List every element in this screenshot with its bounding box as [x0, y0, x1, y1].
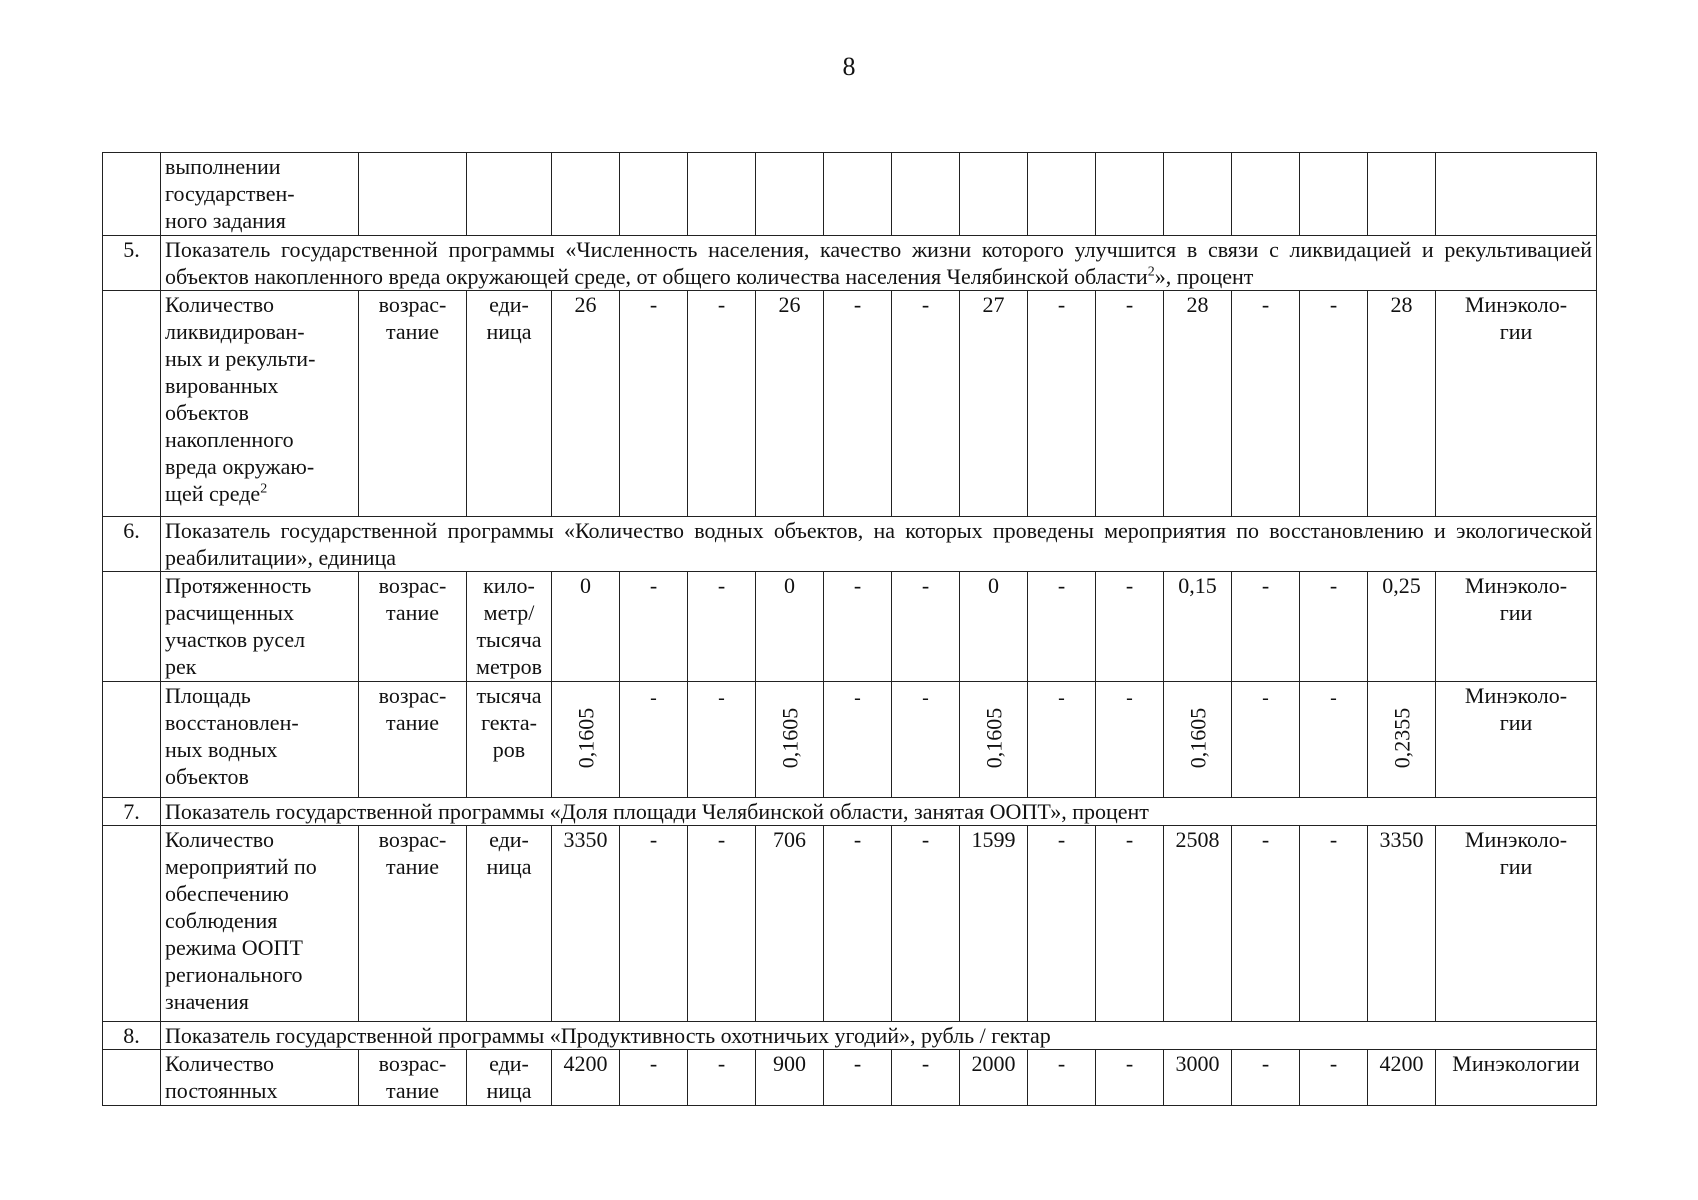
value-text: 3350: [563, 827, 608, 852]
value-dash: -: [853, 827, 862, 852]
empty-cell: [756, 153, 824, 236]
value-text: 1599: [971, 827, 1016, 852]
value-text: 4200: [563, 1051, 608, 1076]
indicator-name: [161, 682, 359, 798]
value-dash: -: [1057, 827, 1066, 852]
value-text: 2508: [1175, 827, 1220, 852]
unit-value: еди- ница: [486, 292, 532, 344]
empty-cell: [824, 153, 892, 236]
indicator-name-line: регионального: [165, 962, 303, 987]
empty-cell: [688, 153, 756, 236]
section-title: [161, 798, 1597, 826]
indicator-name-line: восстановлен-: [165, 710, 299, 735]
value-cell: [1300, 291, 1368, 517]
value-text: 0: [580, 573, 591, 598]
section-header-row: [103, 517, 1597, 572]
section-number-text: 6.: [123, 518, 140, 543]
responsible-agency: Минэкологии: [1452, 1051, 1580, 1076]
value-cell: [1164, 826, 1232, 1022]
section-number: [103, 517, 161, 572]
value-dash: -: [1261, 573, 1270, 598]
value-cell: [620, 291, 688, 517]
indicator-name-line: ных и рекульти-: [165, 346, 316, 371]
indicators-table: [102, 152, 1597, 1106]
indicator-name-line: Площадь: [165, 683, 251, 708]
empty-cell: [552, 153, 620, 236]
value-cell: [1096, 1050, 1164, 1106]
value-dash: -: [1262, 687, 1269, 709]
indicator-name-line: Протяженность: [165, 573, 312, 598]
value-cell: [552, 572, 620, 682]
section-title: [161, 236, 1597, 291]
table-row: [103, 826, 1597, 1022]
value-dash: -: [1058, 687, 1065, 709]
value-cell: [756, 572, 824, 682]
value-cell: [1096, 826, 1164, 1022]
table-row: [103, 291, 1597, 517]
value-text: 2000: [971, 1051, 1016, 1076]
value-dash: -: [1125, 292, 1134, 317]
value-dash: -: [853, 573, 862, 598]
empty-cell: [1164, 153, 1232, 236]
unit-cell: [467, 826, 552, 1022]
indicator-name-line: значения: [165, 989, 249, 1014]
agency-cell: [1436, 682, 1597, 798]
value-cell: [756, 682, 824, 798]
unit-cell: [467, 682, 552, 798]
value-cell: [756, 291, 824, 517]
unit-value: еди- ница: [486, 827, 532, 879]
value-dash: -: [1057, 292, 1066, 317]
value-cell: [688, 682, 756, 798]
value-cell: [1232, 572, 1300, 682]
value-cell: [1368, 572, 1436, 682]
value-cell: [1232, 682, 1300, 798]
value-dash: -: [853, 292, 862, 317]
value-cell: [1028, 291, 1096, 517]
value-dash: -: [1057, 1051, 1066, 1076]
value-dash: -: [921, 827, 930, 852]
indicator-name-line: объектов: [165, 764, 249, 789]
section-title: [161, 517, 1597, 572]
value-cell: [960, 682, 1028, 798]
agency-cell: [1436, 826, 1597, 1022]
value-dash: -: [649, 1051, 658, 1076]
section-number-text: 7.: [123, 799, 140, 824]
value-cell: [1164, 572, 1232, 682]
section-title: [161, 1022, 1597, 1050]
value-cell: [960, 291, 1028, 517]
indicator-name-line: ных водных: [165, 737, 278, 762]
unit-value: тысяча гекта- ров: [476, 683, 542, 762]
indicator-name-line: мероприятий по: [165, 854, 317, 879]
unit-cell: [467, 1050, 552, 1106]
indicator-name-line: Количество: [165, 1051, 275, 1076]
responsible-agency: Минэколо- гии: [1464, 827, 1568, 879]
table-row: [103, 572, 1597, 682]
value-text: 900: [773, 1051, 806, 1076]
value-dash: -: [1329, 1051, 1338, 1076]
section-title-text: Показатель государственной программы «Численность населения, качество жизни которого улучшится в связи с ликвидацией и рекультивацией объектов накопленного вреда окружающей среде, от общего количества населения Челябинской области: [165, 237, 1592, 289]
indicator-name: [161, 153, 359, 236]
indicator-name-line: вреда окружаю-: [165, 454, 315, 479]
value-cell: [1028, 572, 1096, 682]
value-dash: -: [717, 573, 726, 598]
value-cell: [1300, 1050, 1368, 1106]
value-dash: -: [718, 687, 725, 709]
trend-value: возрас- тание: [378, 683, 447, 735]
section-number: [103, 1022, 161, 1050]
empty-cell: [1096, 153, 1164, 236]
indicator-name-line: Количество: [165, 292, 275, 317]
value-dash: -: [853, 1051, 862, 1076]
value-cell: [1096, 572, 1164, 682]
value-dash: -: [650, 687, 657, 709]
indicator-name-line: участков русел: [165, 627, 306, 652]
value-cell: [1164, 291, 1232, 517]
indicator-name-line: объектов: [165, 400, 249, 425]
agency-cell: [1436, 1050, 1597, 1106]
empty-cell: [1436, 153, 1597, 236]
value-text: 26: [574, 292, 597, 317]
indicator-name-line: государствен-: [165, 181, 295, 206]
empty-cell: [1232, 153, 1300, 236]
value-text: 0: [988, 573, 999, 598]
value-cell: [552, 682, 620, 798]
section-header-row: [103, 1022, 1597, 1050]
value-cell: [1232, 291, 1300, 517]
value-dash: -: [1329, 292, 1338, 317]
value-cell: [892, 291, 960, 517]
value-text: 0: [784, 573, 795, 598]
value-dash: -: [649, 827, 658, 852]
trend-value: возрас- тание: [378, 1051, 447, 1103]
responsible-agency: Минэколо- гии: [1464, 683, 1568, 735]
indicator-name-line: рек: [165, 654, 197, 679]
value-cell: [824, 291, 892, 517]
value-dash: -: [921, 1051, 930, 1076]
value-text: 4200: [1379, 1051, 1424, 1076]
table-row: [103, 153, 1597, 236]
section-number: [103, 236, 161, 291]
value-cell: [1028, 826, 1096, 1022]
value-cell: [824, 682, 892, 798]
value-cell: [1028, 682, 1096, 798]
value-cell: [824, 826, 892, 1022]
value-dash: -: [1125, 573, 1134, 598]
value-cell: [824, 572, 892, 682]
empty-cell: [960, 153, 1028, 236]
indicator-name-line: расчищенных: [165, 600, 294, 625]
section-number-text: 8.: [123, 1023, 140, 1048]
indicator-name-line: щей среде: [165, 481, 261, 506]
indicator-name-line: выполнении: [165, 154, 281, 179]
value-cell: [960, 572, 1028, 682]
row-number: [103, 1050, 161, 1106]
agency-cell: [1436, 291, 1597, 517]
value-dash: -: [1261, 1051, 1270, 1076]
row-number: [103, 291, 161, 517]
value-cell: [688, 572, 756, 682]
value-dash: -: [854, 687, 861, 709]
indicator-name-line: обеспечению: [165, 881, 289, 906]
indicator-name-line: вированных: [165, 373, 279, 398]
value-cell: [960, 1050, 1028, 1106]
value-text: 3000: [1175, 1051, 1220, 1076]
indicator-name-line: ликвидирован-: [165, 319, 305, 344]
value-cell: [892, 682, 960, 798]
value-cell: [552, 826, 620, 1022]
value-cell: [688, 291, 756, 517]
empty-cell: [467, 153, 552, 236]
row-number: [103, 826, 161, 1022]
value-cell: [1096, 682, 1164, 798]
value-dash: -: [1329, 827, 1338, 852]
value-dash: -: [922, 687, 929, 709]
section-header-row: [103, 236, 1597, 291]
trend-value: возрас- тание: [378, 827, 447, 879]
indicator-name: [161, 826, 359, 1022]
value-dash: -: [1057, 573, 1066, 598]
value-cell: [552, 291, 620, 517]
value-text: 26: [778, 292, 801, 317]
row-number: [103, 572, 161, 682]
value-cell: [1028, 1050, 1096, 1106]
trend-cell: [359, 572, 467, 682]
empty-cell: [359, 153, 467, 236]
value-dash: -: [649, 573, 658, 598]
value-text: 706: [773, 827, 806, 852]
value-text: 3350: [1379, 827, 1424, 852]
value-cell: [824, 1050, 892, 1106]
value-cell: [688, 826, 756, 1022]
value-text: 0,25: [1382, 573, 1421, 598]
section-number: [103, 798, 161, 826]
trend-value: возрас- тание: [378, 292, 447, 344]
table-row: [103, 1050, 1597, 1106]
row-number: [103, 153, 161, 236]
row-number: [103, 682, 161, 798]
indicator-name-line: режима ООПТ: [165, 935, 303, 960]
indicator-name-line: Количество: [165, 827, 275, 852]
indicator-name: [161, 1050, 359, 1106]
value-cell: [620, 826, 688, 1022]
value-cell: [1300, 682, 1368, 798]
value-text: 0,1605: [981, 707, 1006, 769]
section-title-text: Показатель государственной программы «Количество водных объектов, на которых проведены мероприятия по восстановлению и экологической реабилитации», единица: [165, 518, 1592, 570]
indicator-name: [161, 291, 359, 517]
value-dash: -: [1125, 1051, 1134, 1076]
value-cell: [756, 1050, 824, 1106]
value-cell: [1368, 291, 1436, 517]
section-title-text: Показатель государственной программы «Доля площади Челябинской области, занятая ООПТ», процент: [165, 799, 1149, 824]
value-cell: [1368, 826, 1436, 1022]
section-title-text: Показатель государственной программы «Продуктивность охотничьих угодий», рубль / гектар: [165, 1023, 1051, 1048]
empty-cell: [620, 153, 688, 236]
indicator-name-line: накопленного: [165, 427, 294, 452]
value-text: 0,2355: [1389, 707, 1414, 769]
value-cell: [892, 1050, 960, 1106]
footnote-marker: 2: [260, 481, 268, 497]
value-cell: [1164, 682, 1232, 798]
value-text: 0,15: [1178, 573, 1217, 598]
responsible-agency: Минэколо- гии: [1464, 573, 1568, 625]
value-dash: -: [717, 292, 726, 317]
value-dash: -: [1261, 827, 1270, 852]
indicator-name-line: постоянных: [165, 1078, 278, 1103]
unit-cell: [467, 572, 552, 682]
value-text: 0,1605: [777, 707, 802, 769]
value-cell: [1232, 1050, 1300, 1106]
responsible-agency: Минэколо- гии: [1464, 292, 1568, 344]
value-text: 0,1605: [1185, 707, 1210, 769]
value-dash: -: [921, 292, 930, 317]
trend-cell: [359, 826, 467, 1022]
trend-cell: [359, 291, 467, 517]
value-cell: [1232, 826, 1300, 1022]
section-title-tail: », процент: [1154, 264, 1254, 289]
value-cell: [892, 826, 960, 1022]
agency-cell: [1436, 572, 1597, 682]
value-cell: [552, 1050, 620, 1106]
value-cell: [1164, 1050, 1232, 1106]
indicator-name: [161, 572, 359, 682]
footnote-marker: 2: [1147, 264, 1155, 280]
value-dash: -: [1330, 687, 1337, 709]
value-cell: [1300, 826, 1368, 1022]
value-text: 28: [1186, 292, 1209, 317]
value-cell: [1096, 291, 1164, 517]
value-dash: -: [649, 292, 658, 317]
empty-cell: [1300, 153, 1368, 236]
value-cell: [620, 572, 688, 682]
value-dash: -: [1329, 573, 1338, 598]
value-cell: [1368, 682, 1436, 798]
table-row: [103, 682, 1597, 798]
unit-value: еди- ница: [486, 1051, 532, 1103]
page-number: 8: [842, 52, 856, 81]
empty-cell: [892, 153, 960, 236]
trend-value: возрас- тание: [378, 573, 447, 625]
value-text: 28: [1390, 292, 1413, 317]
value-cell: [892, 572, 960, 682]
trend-cell: [359, 1050, 467, 1106]
value-cell: [960, 826, 1028, 1022]
section-header-row: [103, 798, 1597, 826]
value-dash: -: [717, 827, 726, 852]
value-cell: [620, 1050, 688, 1106]
indicator-name-line: соблюдения: [165, 908, 278, 933]
value-text: 27: [982, 292, 1005, 317]
indicator-name-line: ного задания: [165, 208, 286, 233]
empty-cell: [1028, 153, 1096, 236]
trend-cell: [359, 682, 467, 798]
value-dash: -: [1261, 292, 1270, 317]
value-cell: [756, 826, 824, 1022]
value-text: 0,1605: [573, 707, 598, 769]
section-number-text: 5.: [123, 237, 140, 262]
value-cell: [1368, 1050, 1436, 1106]
value-dash: -: [717, 1051, 726, 1076]
empty-cell: [1368, 153, 1436, 236]
value-dash: -: [1125, 827, 1134, 852]
value-cell: [1300, 572, 1368, 682]
unit-value: кило- метр/ тысяча метров: [476, 573, 542, 679]
unit-cell: [467, 291, 552, 517]
value-dash: -: [1126, 687, 1133, 709]
value-dash: -: [921, 573, 930, 598]
value-cell: [620, 682, 688, 798]
value-cell: [688, 1050, 756, 1106]
